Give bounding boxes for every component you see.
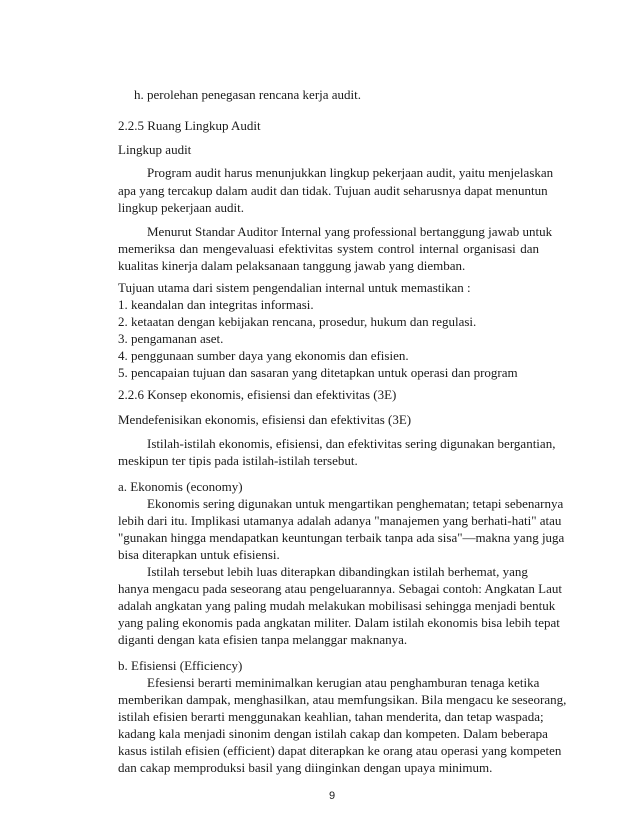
paragraph-line: yang paling ekonomis pada angkatan militer. Dalam istilah ekonomis bisa lebih tepat [118,615,560,630]
subheading-lingkup-audit: Lingkup audit [118,142,192,157]
paragraph-line: Menurut Standar Auditor Internal yang professional bertanggung jawab untuk [147,224,553,239]
paragraph-line: kadang kala menjadi sinonim dengan istilah cakap dan kompeten. Dalam beberapa [118,726,548,741]
tujuan-intro: Tujuan utama dari sistem pengendalian internal untuk memastikan : [118,280,471,295]
paragraph-line: Program audit harus menunjukkan lingkup pekerjaan audit, yaitu menjelaskan [147,165,554,180]
paragraph-line: "gunakan hingga mendapatkan keuntungan terbaik tanpa ada sisa"—makna yang juga [118,530,565,545]
list-item: 5. pencapaian tujuan dan sasaran yang ditetapkan untuk operasi dan program [118,365,518,380]
paragraph-line: meskipun ter tipis pada istilah-istilah tersebut. [118,453,358,468]
list-item: 4. penggunaan sumber daya yang ekonomis dan efisien. [118,348,409,363]
paragraph-line: kualitas kinerja dalam pelaksanaan tanggung jawab yang diemban. [118,258,466,273]
paragraph-line: Efesiensi berarti meminimalkan kerugian atau penghamburan tenaga ketika [147,675,540,690]
section-a-title: a. Ekonomis (economy) [118,479,243,494]
paragraph-line: memeriksa dan mengevaluasi efektivitas system control internal organisasi dan [118,241,539,256]
list-item: 1. keandalan dan integritas informasi. [118,297,314,312]
paragraph-line: adalah angkatan yang paling mudah melakukan mobilisasi sehingga menjadi bentuk [118,598,556,613]
page-number: 9 [329,790,336,802]
paragraph-line: bisa diterapkan untuk efisiensi. [118,547,280,562]
paragraph-line: Istilah-istilah ekonomis, efisiensi, dan efektivitas sering digunakan bergantian, [147,436,556,451]
paragraph-line: lingkup pekerjaan audit. [118,200,244,215]
paragraph-line: Istilah tersebut lebih luas diterapkan dibandingkan istilah berhemat, yang [147,564,528,579]
paragraph-line: memberikan dampak, menghasilkan, atau memfungsikan. Bila mengacu ke seseorang, [118,692,567,707]
subheading-3e: Mendefenisikan ekonomis, efisiensi dan efektivitas (3E) [118,412,412,427]
paragraph-line: kasus istilah efisien (efficient) dapat diterapkan ke orang atau operasi yang kompeten [118,743,562,758]
paragraph-line: diganti dengan kata efisien tanpa melanggar maknanya. [118,632,408,647]
paragraph-line: hanya mengacu pada seseorang atau pengeluarannya. Sebagai contoh: Angkatan Laut [118,581,562,596]
paragraph-line: istilah efisien berarti menggunakan keahlian, tahan menderita, dan tetap waspada; [118,709,544,724]
section-heading-2-2-6: 2.2.6 Konsep ekonomis, efisiensi dan efektivitas (3E) [118,387,397,402]
paragraph-line: apa yang tercakup dalam audit dan tidak. Tujuan audit seharusnya dapat menuntun [118,183,548,198]
paragraph-line: Ekonomis sering digunakan untuk mengartikan penghematan; tetapi sebenarnya [147,496,564,511]
section-b-title: b. Efisiensi (Efficiency) [118,658,243,673]
list-item: 2. ketaatan dengan kebijakan rencana, prosedur, hukum dan regulasi. [118,314,477,329]
list-item: 3. pengamanan aset. [118,331,224,346]
paragraph-line: lebih dari itu. Implikasi utamanya adalah adanya "manajemen yang berhati-hati" atau [118,513,562,528]
section-heading-2-2-5: 2.2.5 Ruang Lingkup Audit [118,118,261,133]
list-item-h: h. perolehan penegasan rencana kerja audit. [134,87,362,102]
paragraph-line: dan cakap memproduksi basil yang diinginkan dengan upaya minimum. [118,760,493,775]
